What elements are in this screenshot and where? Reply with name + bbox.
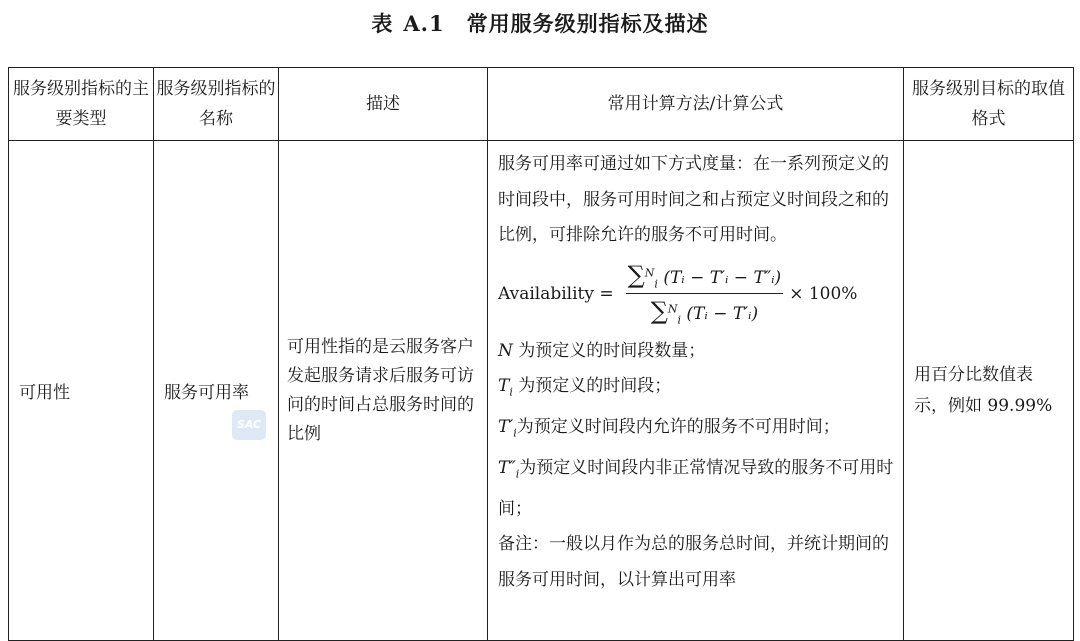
method-intro: 服务可用率可通过如下方式度量：在一系列预定义的时间段中，服务可用时间之和占预定义时间段之和的比例，可排除允许的服务不可用时间。 <box>498 154 889 245</box>
method-note: 备注：一般以月作为总的服务总时间，并统计期间的服务可用时间，以计算出可用率 <box>498 534 889 590</box>
sum-upper-limit: N <box>644 265 655 279</box>
header-type: 服务级别指标的主要类型 <box>9 68 154 141</box>
table-title-prefix: 表 <box>371 12 394 36</box>
cell-format: 用百分比数值表示，例如 99.99% <box>904 141 1074 641</box>
formula-lhs: Availability = <box>498 283 614 304</box>
formula-denominator: ∑$^N_i$ (Tᵢ − T′ᵢ) <box>650 297 759 327</box>
cell-type: 可用性 <box>9 141 154 641</box>
sum-index: i <box>654 277 658 290</box>
cell-method <box>488 141 904 641</box>
sum-upper-limit: N <box>667 302 678 316</box>
table-header-row <box>9 68 1074 141</box>
header-name: 服务级别指标的名称 <box>154 68 279 141</box>
table-number: A.1 <box>403 11 445 36</box>
sac-watermark-logo: SAC <box>232 410 266 440</box>
formula-multiplier: × 100% <box>789 283 858 304</box>
header-method: 常用计算方法/计算公式 <box>488 68 904 141</box>
formula-fraction <box>626 261 784 327</box>
table-row <box>9 141 1074 641</box>
sli-table <box>8 67 1074 641</box>
table-title-text: 常用服务级别指标及描述 <box>466 12 709 36</box>
header-format: 服务级别目标的取值格式 <box>904 68 1074 141</box>
sum-icon: ∑ <box>627 260 645 289</box>
cell-description: 可用性指的是云服务客户发起服务请求后服务可访问的时间占总服务时间的比例 <box>279 141 488 641</box>
cell-name: 服务可用率 <box>154 141 279 641</box>
availability-formula <box>498 254 895 334</box>
sum-index: i <box>677 313 681 327</box>
var-tpp-definition: $T''_i$为预定义时间段内非正常情况导致的服务不可用时间； <box>498 457 894 519</box>
var-tp-definition: $T'_i$为预定义时间段内允许的服务不可用时间； <box>498 416 840 440</box>
table-title <box>0 8 1080 38</box>
fraction-bar <box>626 293 784 294</box>
formula-numerator: ∑$^N_i$ (Tᵢ − T′ᵢ − T″ᵢ) <box>627 260 782 290</box>
sum-icon: ∑ <box>650 297 668 325</box>
header-description: 描述 <box>279 68 488 141</box>
var-n-definition: N 为预定义的时间段数量； <box>498 340 706 361</box>
var-t-definition: $T_i$ 为预定义的时间段； <box>498 376 672 399</box>
